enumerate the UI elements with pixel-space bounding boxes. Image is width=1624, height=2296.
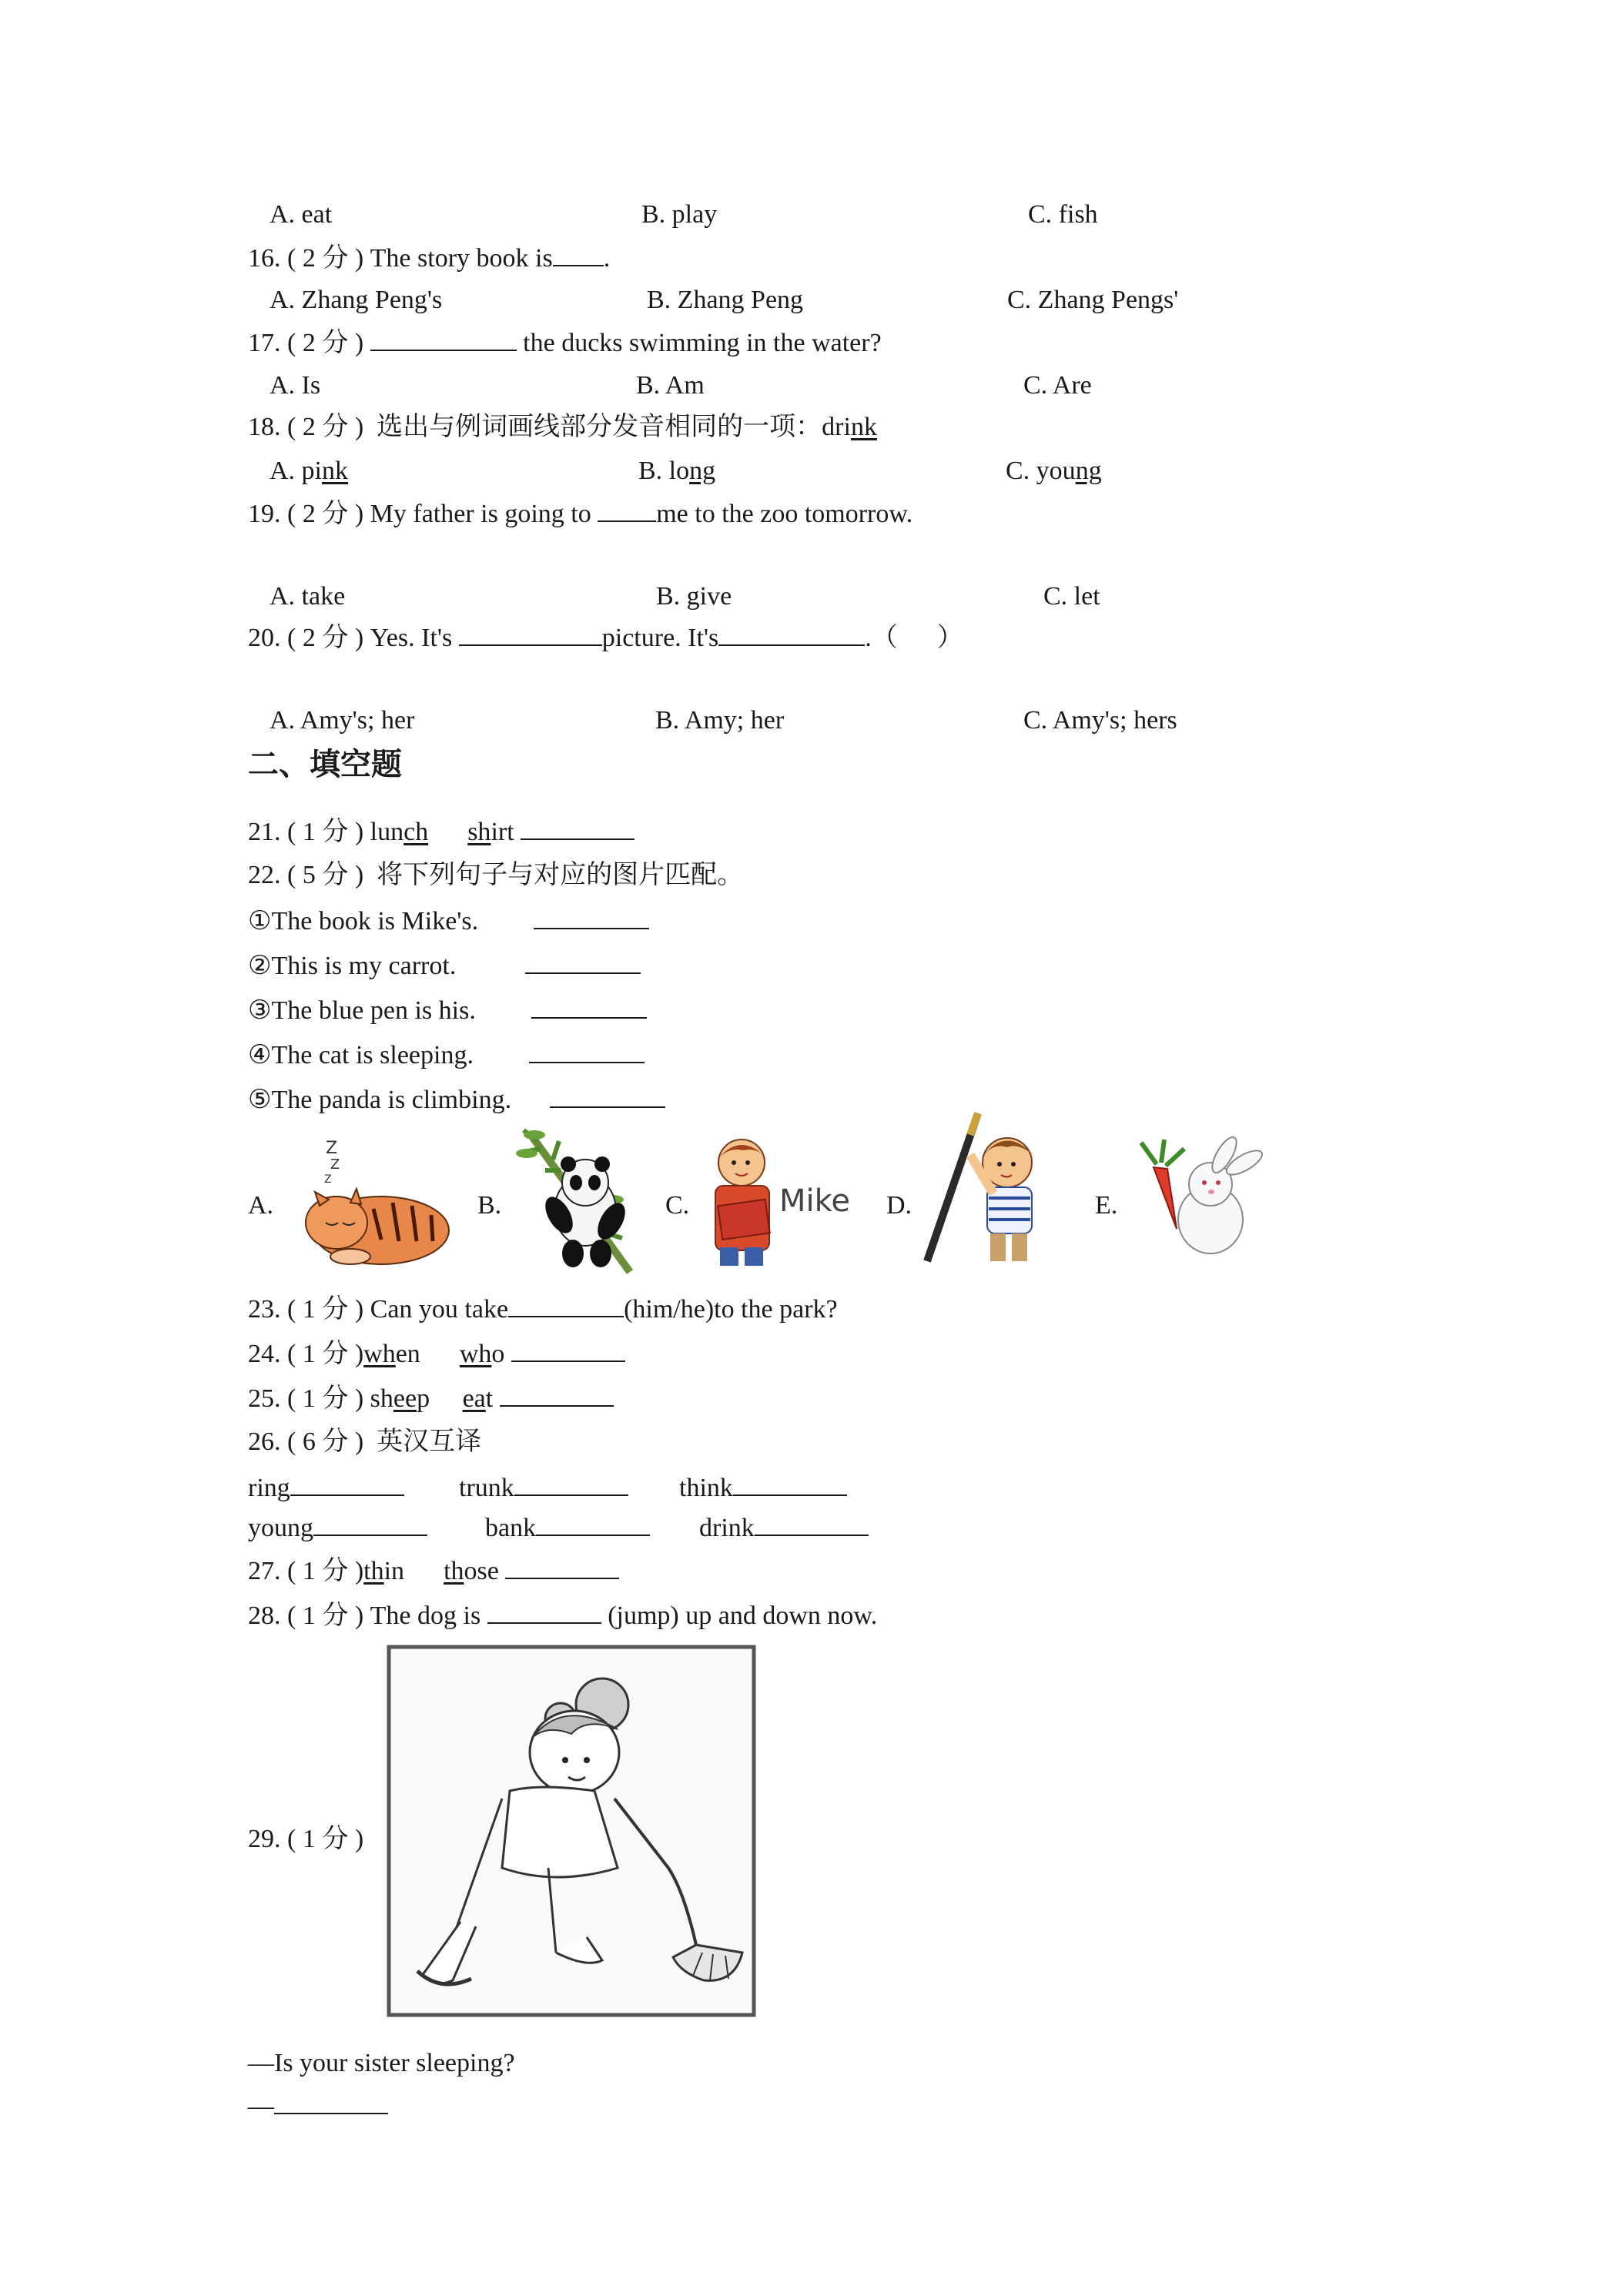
q27-word1-underlined: th (363, 1557, 384, 1585)
q17-stem (248, 326, 882, 359)
girl-sweeping-picture (387, 1645, 756, 2017)
q25-word1-start: sh (370, 1384, 393, 1413)
q22-item-2-blank (525, 949, 641, 974)
q22-stem (248, 860, 743, 891)
q18-option-c (1006, 456, 1102, 487)
q20-blank-1 (459, 621, 602, 646)
q24-word2-underlined: wh (459, 1340, 492, 1368)
q18-option-a (270, 456, 348, 487)
q19-option-a: A. take (270, 582, 346, 611)
q26-word-bank: bank (485, 1514, 537, 1542)
q17-number: 17. ( 2 分 ) (248, 329, 364, 357)
q25-blank (500, 1382, 614, 1407)
q22-item-5-text: ⑤The panda is climbing. (248, 1086, 512, 1114)
q15-option-c: C. fish (1028, 200, 1098, 229)
q26-row-2-b (485, 1511, 650, 1544)
q29-dialog-dash: — (248, 2092, 274, 2120)
q21-number: 21. ( 1 分 ) (248, 818, 364, 846)
q22-item-3-blank (531, 994, 647, 1019)
q22-item-4-text: ④The cat is sleeping. (248, 1041, 474, 1069)
q22-item-1-blank (534, 905, 649, 929)
q20-option-a: A. Amy's; her (270, 706, 415, 735)
q27-word2-end: ose (464, 1557, 499, 1585)
q22-item-5 (248, 1083, 665, 1116)
section-heading: 二、填空题 (248, 747, 402, 782)
q16-text: The story book is (370, 244, 553, 273)
q25-stem (248, 1382, 614, 1414)
q26-row-1-b (459, 1471, 628, 1504)
q15-option-b: B. play (641, 200, 718, 229)
q18-option-a-underlined: nk (322, 457, 348, 485)
q28-stem (248, 1599, 877, 1632)
q23-text-after: (him/he)to the park? (624, 1295, 838, 1324)
q20-stem (248, 621, 963, 654)
q29-blank (274, 2090, 388, 2114)
q24-word2-end: o (491, 1340, 505, 1368)
q17-option-c: C. Are (1023, 371, 1092, 400)
q22-item-5-blank (550, 1083, 665, 1108)
q20-blank-2 (718, 621, 865, 646)
q18-option-b-text: B. lo (638, 457, 690, 485)
mike-label: Mike (779, 1183, 850, 1219)
q18-number: 18. ( 2 分 ) (248, 413, 364, 441)
q24-word1-end: en (395, 1340, 420, 1368)
q24-word1-underlined: wh (363, 1340, 396, 1368)
q21-word2-underlined: sh (467, 818, 491, 846)
q26-blank-think (733, 1471, 847, 1496)
q27-word2-underlined: th (444, 1557, 464, 1585)
q27-number: 27. ( 1 分 ) (248, 1557, 364, 1585)
q16-stem (248, 242, 610, 274)
q16-blank (553, 242, 604, 266)
q26-row-1-c (679, 1471, 847, 1504)
q17-text: the ducks swimming in the water? (523, 329, 882, 357)
q19-stem (248, 497, 912, 530)
q27-blank (505, 1555, 619, 1579)
q23-number: 23. ( 1 分 ) (248, 1295, 364, 1324)
q26-word-ring: ring (248, 1474, 290, 1502)
q18-option-a-text: A. pi (270, 457, 322, 485)
q22-item-4-blank (529, 1039, 645, 1063)
picture-letter-d: D. (886, 1191, 912, 1220)
q23-text-before: Can you take (370, 1295, 509, 1324)
q26-number: 26. ( 6 分 ) (248, 1427, 364, 1456)
q24-number: 24. ( 1 分 ) (248, 1340, 364, 1368)
q22-number: 22. ( 5 分 ) (248, 861, 364, 889)
q19-option-b: B. give (656, 582, 732, 611)
svg-text:Z: Z (326, 1139, 338, 1158)
q17-blank (370, 326, 517, 351)
q27-word1-end: in (383, 1557, 405, 1585)
q26-row-2-c (699, 1511, 869, 1544)
q18-text: 选出与例词画线部分发音相同的一项：dri (377, 413, 851, 441)
q22-item-1-text: ①The book is Mike's. (248, 907, 479, 935)
q26-text: 英汉互译 (377, 1427, 482, 1456)
picture-letter-e: E. (1095, 1191, 1118, 1220)
q28-text-before: The dog is (370, 1602, 481, 1630)
q25-word2-underlined: ea (462, 1384, 486, 1413)
rabbit-with-carrot-picture (1130, 1136, 1277, 1260)
q26-blank-trunk (514, 1471, 628, 1496)
q20-text-mid: picture. It's (601, 624, 719, 652)
q22-item-3 (248, 994, 647, 1026)
q18-option-b (638, 456, 715, 487)
q19-blank (598, 497, 656, 522)
q25-word2-end: t (485, 1384, 494, 1413)
q29-number: 29. ( 1 分 ) (248, 1825, 364, 1853)
sleeping-cat-picture (296, 1132, 450, 1270)
q26-word-think: think (679, 1474, 733, 1502)
q28-text-after: (jump) up and down now. (608, 1602, 878, 1630)
q21-word2-end: irt (491, 818, 514, 846)
q26-blank-young (313, 1511, 427, 1536)
q20-text-after: .（ ） (865, 624, 963, 652)
q18-option-c-text: C. you (1006, 457, 1076, 485)
q20-number: 20. ( 2 分 ) (248, 624, 364, 652)
q16-period: . (603, 244, 611, 273)
q26-row-1 (248, 1471, 404, 1504)
picture-letter-a: A. (248, 1191, 274, 1220)
q21-word1-start: lun (370, 818, 404, 846)
q23-stem (248, 1293, 838, 1325)
q22-item-4 (248, 1039, 645, 1071)
q28-number: 28. ( 1 分 ) (248, 1602, 364, 1630)
q26-blank-drink (755, 1511, 869, 1536)
q26-word-young: young (248, 1514, 313, 1542)
q19-number: 19. ( 2 分 ) (248, 500, 364, 528)
q25-word1-underlined: ee (393, 1384, 417, 1413)
q25-word1-end: p (417, 1384, 430, 1413)
q16-number: 16. ( 2 分 ) (248, 244, 364, 273)
q26-word-drink: drink (699, 1514, 755, 1542)
q24-blank (511, 1337, 625, 1362)
svg-text:Z: Z (330, 1156, 340, 1173)
q16-option-b: B. Zhang Peng (647, 286, 804, 314)
q19-text-after: me to the zoo tomorrow. (656, 500, 913, 528)
q22-item-3-text: ③The blue pen is his. (248, 996, 476, 1025)
q18-option-b-underlined: ng (689, 457, 716, 485)
q28-blank (487, 1599, 601, 1624)
q26-row-2 (248, 1511, 427, 1544)
q22-text: 将下列句子与对应的图片匹配。 (377, 861, 744, 889)
q17-option-b: B. Am (636, 371, 705, 400)
q20-option-b: B. Amy; her (655, 706, 785, 735)
q29-dialog-line-1: —Is your sister sleeping? (248, 2049, 515, 2077)
q19-text-before: My father is going to (370, 500, 591, 528)
picture-letter-b: B. (477, 1191, 502, 1220)
q26-stem (248, 1427, 481, 1458)
q27-stem (248, 1555, 619, 1587)
q29-dialog-line-2 (248, 2090, 388, 2122)
climbing-panda-picture (514, 1126, 645, 1277)
q17-option-a: A. Is (270, 371, 321, 400)
picture-letter-c: C. (665, 1191, 690, 1220)
q25-number: 25. ( 1 分 ) (248, 1384, 364, 1413)
q26-blank-bank (536, 1511, 650, 1536)
q15-option-a: A. eat (270, 200, 333, 229)
q20-text-before: Yes. It's (370, 624, 453, 652)
svg-text:Z: Z (324, 1173, 332, 1186)
q26-word-trunk: trunk (459, 1474, 514, 1502)
q21-stem (248, 815, 635, 848)
q21-word1-underlined: ch (403, 818, 429, 846)
q18-underlined: nk (850, 413, 877, 441)
q22-item-2-text: ②This is my carrot. (248, 952, 457, 980)
q23-blank (508, 1293, 624, 1317)
q24-stem (248, 1337, 625, 1370)
q18-stem (248, 412, 877, 443)
q16-option-a: A. Zhang Peng's (270, 286, 443, 314)
q21-blank (521, 815, 635, 840)
q22-item-1 (248, 905, 649, 937)
q18-option-c-underlined: ng (1075, 457, 1102, 485)
q22-item-2 (248, 949, 641, 982)
q20-option-c: C. Amy's; hers (1023, 706, 1177, 735)
q16-option-c: C. Zhang Pengs' (1007, 286, 1179, 314)
q19-option-c: C. let (1043, 582, 1100, 611)
boy-with-pen-picture (916, 1109, 1070, 1270)
q26-blank-ring (290, 1471, 404, 1496)
